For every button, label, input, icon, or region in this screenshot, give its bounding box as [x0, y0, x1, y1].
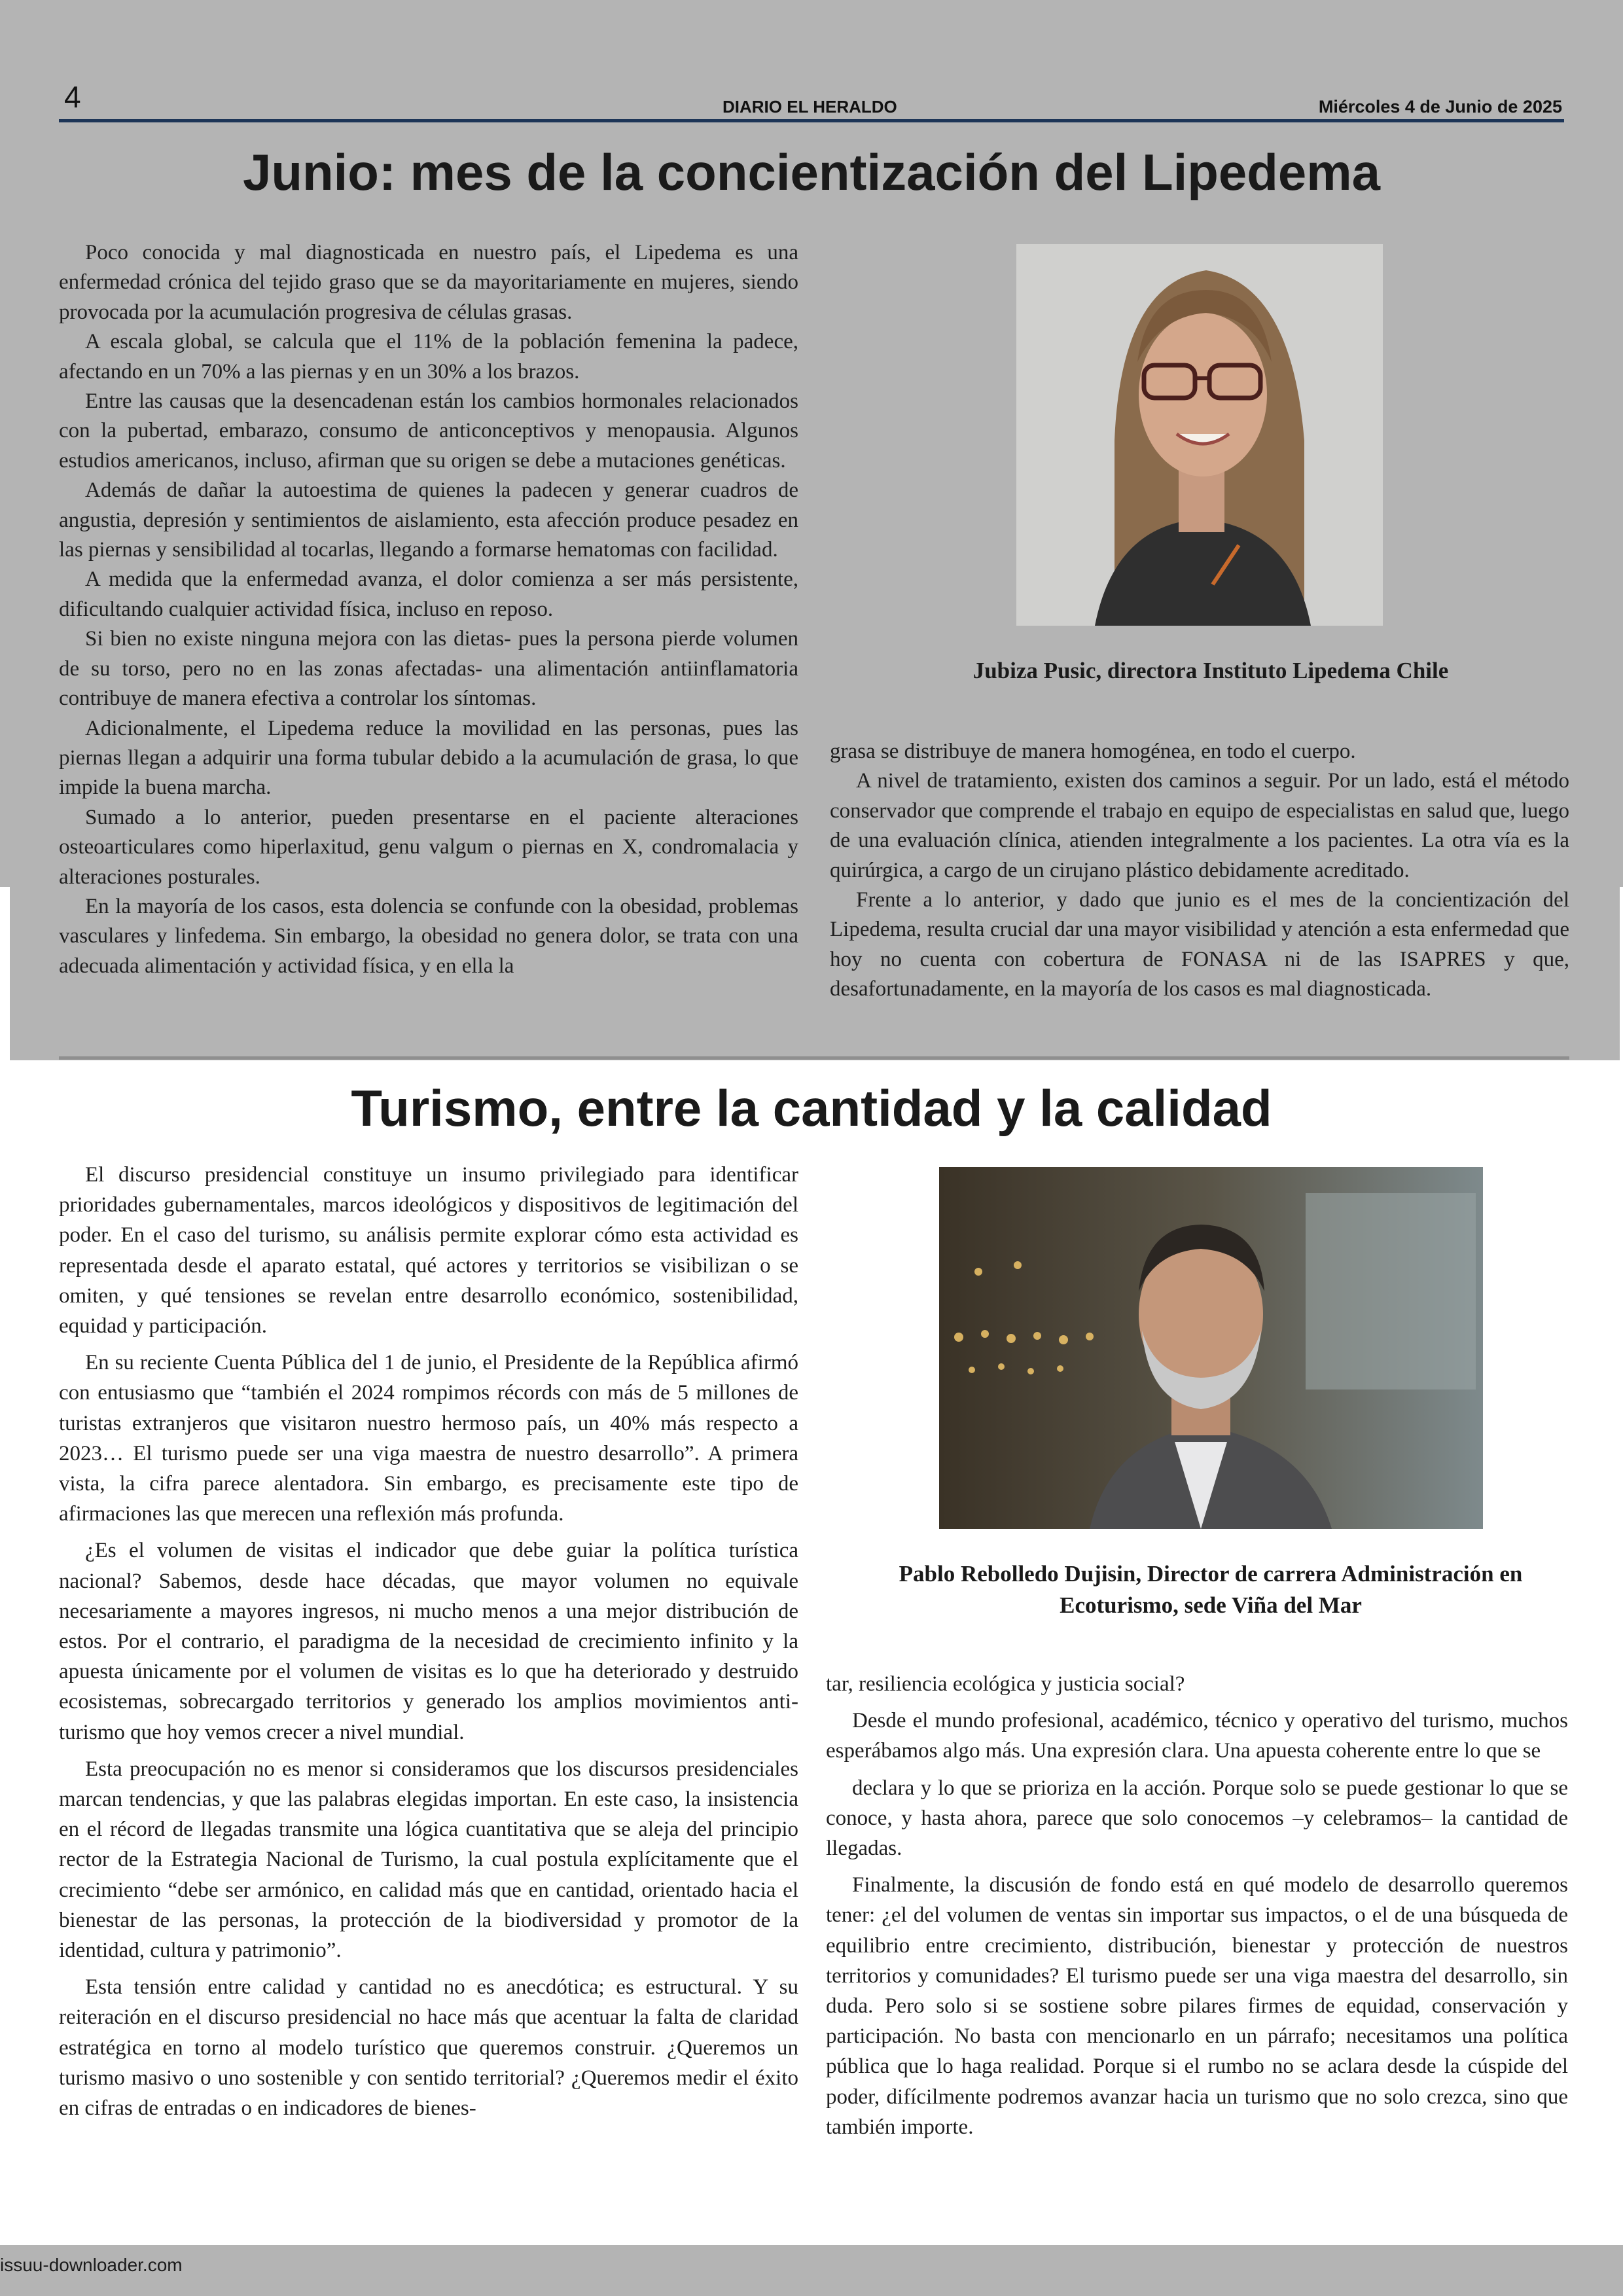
article1-portrait-photo	[1016, 244, 1383, 626]
article1-paragraph: A medida que la enfermedad avanza, el dolor comienza a ser más persistente, dificultando cualquier actividad física, incluso en reposo.	[59, 567, 798, 621]
header-divider	[59, 119, 1564, 122]
article2-paragraph: En su reciente Cuenta Pública del 1 de junio, el Presidente de la República afirmó con entusiasmo que “también el 2024 rompimos récords con más de 5 millones de turistas extranjeros que visitaron nuestro hermoso país, un 40% más respecto a 2023… El turismo puede ser una viga maestra de nuestro desarrollo”. A primera vista, la cifra parece alentadora. Sin embargo, es precisamente este tipo de afirmaciones las que merecen una reflexión más profunda.	[59, 1351, 798, 1526]
article1-paragraph: Sumado a lo anterior, pueden presentarse en el paciente alteraciones osteoarticulares como hiperlaxitud, genu valgum o piernas en X, condromalacia y alteraciones posturales.	[59, 805, 798, 889]
article1-photo-caption: Jubiza Pusic, directora Instituto Lipedema Chile	[972, 658, 1449, 683]
article2-paragraph: tar, resiliencia ecológica y justicia social?	[826, 1672, 1185, 1696]
article2-paragraph: declara y lo que se prioriza en la acción. Porque solo se puede gestionar lo que se conoce, y hasta ahora, parece que solo conocemos –y celebramos– la cantidad de llegadas.	[826, 1776, 1568, 1861]
article2-column-left	[59, 1160, 798, 2215]
article2-paragraph: Finalmente, la discusión de fondo está en qué modelo de desarrollo queremos tener: ¿el del volumen de ventas sin importar sus impactos, o el de una búsqueda de equilibrio entre crecimiento, distribución, bienestar y protección de nuestros territorios y comunidades? El turismo puede ser una viga maestra del desarrollo, sin duda. Pero solo si se sostiene sobre pilares firmes de equidad, conservación y participación. No basta con mencionarlo en un párrafo; necesitamos una política pública que lo haga realidad. Porque si el rumbo no se aclara desde la cúspide del poder, difícilmente podremos avanzar hacia un turismo que no solo crezca, sino que también importe.	[826, 1873, 1568, 2139]
article1-paragraph: Frente a lo anterior, y dado que junio es el mes de la concientización del Lipedema, resulta crucial dar una mayor visibilidad y atención a esta enfermedad que hoy no cuenta con cobertura de FONASA ni de las ISAPRES y que, desafortunadamente, en la mayoría de los casos es mal diagnosticada.	[830, 888, 1569, 1001]
footer-watermark: issuu-downloader.com	[0, 2255, 183, 2275]
article1-headline: Junio: mes de la concientización del Lipedema	[242, 143, 1381, 201]
article1-paragraph: A escala global, se calcula que el 11% de la población femenina la padece, afectando en un 70% a las piernas y en un 30% a los brazos.	[59, 330, 798, 384]
man-portrait-image	[939, 1167, 1483, 1529]
article1-paragraph: En la mayoría de los casos, esta dolencia se confunde con la obesidad, problemas vasculares y linfedema. Sin embargo, la obesidad no genera dolor, se trata con una adecuada alimentación y actividad física, y en ella la	[59, 894, 798, 978]
article1-paragraph: Adicionalmente, el Lipedema reduce la movilidad en las personas, pues las piernas llegan a adquirir una forma tubular debido a la acumulación de grasa, lo que impide la buena marcha.	[59, 716, 798, 800]
woman-portrait-image	[1016, 244, 1383, 626]
issue-date: Miércoles 4 de Junio de 2025	[1318, 97, 1562, 117]
article1-paragraph: Además de dañar la autoestima de quienes la padecen y generar cuadros de angustia, depresión y sentimientos de aislamiento, esta afección produce pesadez en las piernas y sensibilidad al tocarlas, llegando a formarse hematomas con facilidad.	[59, 478, 798, 562]
article2-photo-caption: Pablo Rebolledo Dujisin, Director de carrera Administración en Ecoturismo, sede Viña del Mar	[899, 1561, 1523, 1618]
article2-paragraph: Desde el mundo profesional, académico, técnico y operativo del turismo, muchos esperábamos algo más. Una expresión clara. Una apuesta coherente entre lo que se	[826, 1709, 1568, 1763]
article2-portrait-photo	[939, 1167, 1483, 1529]
article2-column-right	[826, 1669, 1568, 2219]
article1-column-right	[830, 737, 1569, 1045]
article1-paragraph: Entre las causas que la desencadenan están los cambios hormonales relacionados con la pubertad, embarazo, consumo de anticonceptivos y menopausia. Algunos estudios americanos, incluso, afirman que su origen se debe a mutaciones genéticas.	[59, 389, 798, 473]
newspaper-name: DIARIO EL HERALDO	[722, 97, 897, 117]
article1-paragraph: A nivel de tratamiento, existen dos caminos a seguir. Por un lado, está el método conservador que comprende el trabajo en equipo de especialistas en salud que, luego de una evaluación clínica, atienden integralmente a los pacientes. La otra vía es la quirúrgica, a cargo de un cirujano plástico debidamente acreditado.	[830, 769, 1569, 882]
article-divider	[59, 1056, 1569, 1060]
article2-paragraph: Esta tensión entre calidad y cantidad no es anecdótica; es estructural. Y su reiteración en el discurso presidencial no hace más que acentuar la falta de claridad estratégica en torno al modelo turístico que queremos construir. ¿Queremos un turismo masivo o uno sostenible y con sentido territorial? ¿Queremos medir el éxito en cifras de entradas o en indicadores de bienes-	[59, 1975, 798, 2121]
footer-bar	[0, 2245, 1623, 2296]
article2-paragraph: ¿Es el volumen de visitas el indicador que debe guiar la política turística nacional? Sabemos, desde hace décadas, que mayor volumen no equivale necesariamente a mayores ingresos, ni mucho menos a una mejor distribución de estos. Por el contrario, el paradigma de la necesidad de crecimiento infinito y la apuesta únicamente por el volumen de visitas es lo que ha deteriorado y destruido ecosistemas, sobrecargado territorios y generado los amplios movimientos anti-turismo que hoy vemos crecer a nivel mundial.	[59, 1539, 798, 1744]
page-number: 4	[64, 80, 81, 114]
article1-paragraph: grasa se distribuye de manera homogénea, en todo el cuerpo.	[830, 740, 1356, 763]
article2-paragraph: Esta preocupación no es menor si consideramos que los discursos presidenciales marcan tendencias, y que las palabras elegidas importan. En este caso, la insistencia en el récord de llegadas transmite una lógica cuantitativa que se aleja del principio rector de la Estrategia Nacional de Turismo, la cual postula explícitamente que el crecimiento “debe ser armónico, en calidad más que en cantidad, orientado hacia el bienestar de las personas, la protección de la biodiversidad y promotor de la identidad, cultura y patrimonio”.	[59, 1757, 798, 1963]
article2-headline: Turismo, entre la cantidad y la calidad	[351, 1079, 1272, 1137]
article2-paragraph: El discurso presidencial constituye un insumo privilegiado para identificar prioridades gubernamentales, marcos ideológicos y dispositivos de legitimación del poder. En el caso del turismo, su análisis permite explorar cómo esta actividad es representada desde el aparato estatal, qué actores y territorios se visibilizan o se omiten, y qué tensiones se revelan entre desarrollo económico, sostenibilidad, equidad y participación.	[59, 1163, 798, 1338]
article1-column-left	[59, 238, 798, 1047]
article1-paragraph: Poco conocida y mal diagnosticada en nuestro país, el Lipedema es una enfermedad crónica del tejido graso que se da mayoritariamente en mujeres, siendo provocada por la acumulación progresiva de células grasas.	[59, 241, 798, 324]
article1-paragraph: Si bien no existe ninguna mejora con las dietas- pues la persona pierde volumen de su torso, pero no en las zonas afectadas- una alimentación antiinflamatoria contribuye de manera efectiva a controlar los síntomas.	[59, 627, 798, 711]
